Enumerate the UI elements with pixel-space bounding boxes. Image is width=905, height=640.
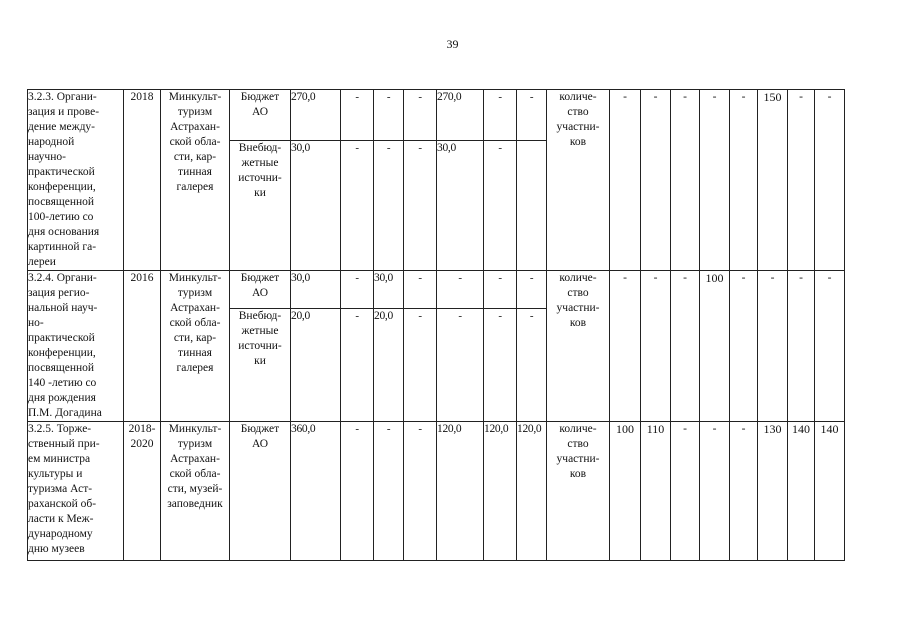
row-year: 2018 [124,90,161,271]
funding-value: - [517,271,547,309]
result-value: - [815,271,845,422]
source-name: Бюджет АО [230,422,291,561]
result-value: - [641,90,671,271]
funding-value: 270,0 [291,90,341,141]
result-value: - [671,271,700,422]
funding-value: - [437,271,484,309]
result-value: 140 [788,422,815,561]
result-value: 100 [700,271,730,422]
funding-value: - [341,309,374,422]
funding-value: - [404,422,437,561]
page-number: 39 [446,37,459,51]
row-description: 3.2.3. Органи- зация и прове- дение между- народной научно- практической конференции, посвященной 100-летию со дня основания картинной га- лереи [28,90,124,271]
row-indicator: количе- ство участни- ков [547,271,610,422]
funding-value: 120,0 [484,422,517,561]
result-value: - [815,90,845,271]
funding-value: - [437,309,484,422]
funding-value: - [374,141,404,271]
result-value: - [641,271,671,422]
row-description: 3.2.5. Торже- ственный при- ем министра культуры и туризма Аст- раханской об- ласти к Меж- дународному дню музеев [28,422,124,561]
funding-value: 30,0 [291,141,341,271]
source-name: Бюджет АО [230,90,291,141]
funding-value [517,141,547,271]
funding-value: - [374,422,404,561]
result-value: - [788,90,815,271]
source-name: Внебюд- жетные источни- ки [230,309,291,422]
row-year: 2018- 2020 [124,422,161,561]
funding-value: - [341,141,374,271]
source-name: Внебюд- жетные источни- ки [230,141,291,271]
funding-value: - [404,271,437,309]
result-value: 130 [758,422,788,561]
row-executor: Минкульт- туризм Астрахан- ской обла- сти, музей- заповедник [161,422,230,561]
funding-value: - [341,271,374,309]
funding-value: 270,0 [437,90,484,141]
row-executor: Минкульт- туризм Астрахан- ской обла- сти, кар- тинная галерея [161,271,230,422]
funding-value: 20,0 [291,309,341,422]
funding-value: 20,0 [374,309,404,422]
result-value: - [730,90,758,271]
funding-value: - [341,90,374,141]
table-row [28,271,875,309]
result-value: 100 [610,422,641,561]
result-value: - [610,271,641,422]
result-value: - [700,422,730,561]
result-value: - [758,271,788,422]
row-description: 3.2.4. Органи- зация регио- нальной науч- но- практической конференции, посвященной 140 -летию со дня рождения П.М. Догадина [28,271,124,422]
result-value: - [671,90,700,271]
funding-value: - [404,141,437,271]
row-executor: Минкульт- туризм Астрахан- ской обла- сти, кар- тинная галерея [161,90,230,271]
funding-value: 30,0 [291,271,341,309]
table-row [28,422,875,561]
source-name: Бюджет АО [230,271,291,309]
result-value: - [730,271,758,422]
funding-value: - [404,309,437,422]
result-value: - [730,422,758,561]
table-row [28,90,875,141]
funding-value: - [341,422,374,561]
result-value: - [788,271,815,422]
funding-value: 120,0 [517,422,547,561]
funding-value: - [484,271,517,309]
funding-value: 120,0 [437,422,484,561]
funding-value: - [484,90,517,141]
row-indicator: количе- ство участни- ков [547,90,610,271]
result-value: - [671,422,700,561]
funding-value: 30,0 [374,271,404,309]
funding-value: 30,0 [437,141,484,271]
result-value: 140 [815,422,845,561]
row-year: 2016 [124,271,161,422]
budget-table [27,89,875,561]
result-value: 110 [641,422,671,561]
funding-value: - [517,90,547,141]
result-value: - [700,90,730,271]
row-indicator: количе- ство участни- ков [547,422,610,561]
funding-value: - [517,309,547,422]
funding-value: - [484,309,517,422]
funding-value: - [404,90,437,141]
funding-value: - [374,90,404,141]
result-value: 150 [758,90,788,271]
funding-value: - [484,141,517,271]
funding-value: 360,0 [291,422,341,561]
result-value: - [610,90,641,271]
